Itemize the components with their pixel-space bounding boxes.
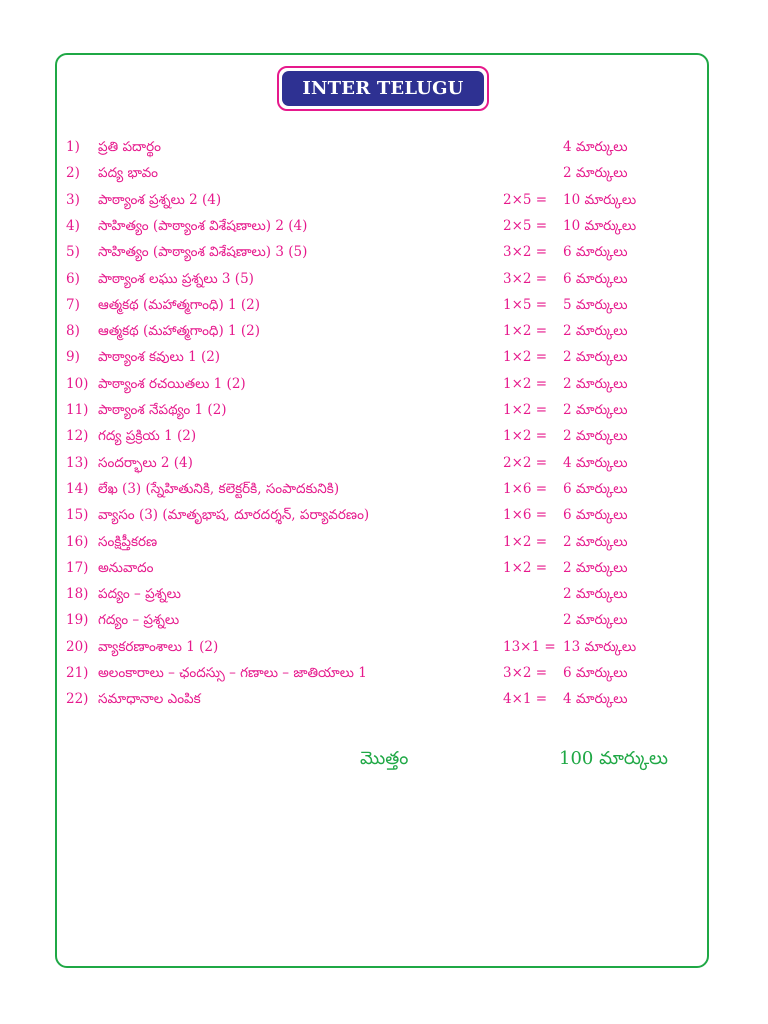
row-marks: 13 మార్కులు bbox=[563, 638, 637, 655]
row-number: 12) bbox=[66, 428, 89, 445]
row-number: 9) bbox=[66, 349, 80, 366]
row-marks: 2 మార్కులు bbox=[563, 323, 628, 340]
row-marks: 2 మార్కులు bbox=[563, 612, 628, 629]
row-number: 7) bbox=[66, 296, 80, 313]
table-row bbox=[66, 190, 666, 210]
row-label: సంక్షిప్తీకరణ bbox=[98, 533, 158, 550]
row-calculation: 2×5 = bbox=[503, 217, 548, 234]
row-calculation: 1×6 = bbox=[503, 507, 548, 524]
row-calculation: 1×2 = bbox=[503, 559, 548, 576]
row-marks: 2 మార్కులు bbox=[563, 349, 628, 366]
table-row bbox=[66, 400, 666, 420]
row-label: సందర్భాలు 2 (4) bbox=[98, 454, 193, 471]
table-row bbox=[66, 453, 666, 473]
row-marks: 6 మార్కులు bbox=[563, 507, 628, 524]
table-row bbox=[66, 242, 666, 262]
row-marks: 2 మార్కులు bbox=[563, 402, 628, 418]
row-number: 5) bbox=[66, 244, 80, 261]
row-number: 8) bbox=[66, 323, 80, 340]
row-number: 1) bbox=[66, 139, 80, 155]
row-marks: 2 మార్కులు bbox=[563, 559, 628, 576]
row-number: 4) bbox=[66, 217, 80, 234]
total-value: 100 మార్కులు bbox=[559, 748, 668, 769]
row-calculation: 3×2 = bbox=[503, 244, 548, 261]
row-marks: 4 మార్కులు bbox=[563, 691, 628, 708]
row-label: ఆత్మకథ (మహాత్మగాంధి) 1 (2) bbox=[98, 296, 261, 313]
row-number: 15) bbox=[66, 507, 89, 524]
table-row bbox=[66, 163, 666, 183]
row-marks: 6 మార్కులు bbox=[563, 665, 628, 681]
row-number: 2) bbox=[66, 165, 80, 182]
row-marks: 5 మార్కులు bbox=[563, 296, 628, 313]
row-marks: 6 మార్కులు bbox=[563, 270, 628, 287]
table-row bbox=[66, 479, 666, 499]
table-row bbox=[66, 637, 666, 657]
row-number: 19) bbox=[66, 612, 89, 629]
row-calculation: 1×5 = bbox=[503, 296, 548, 313]
page-title: INTER TELUGU bbox=[282, 71, 484, 106]
table-row bbox=[66, 558, 666, 578]
table-row bbox=[66, 584, 666, 604]
row-number: 20) bbox=[66, 638, 89, 655]
row-label: సాహిత్యం (పాఠ్యాంశ విశేషణాలు) 2 (4) bbox=[98, 217, 308, 234]
row-marks: 4 మార్కులు bbox=[563, 139, 628, 155]
row-marks: 10 మార్కులు bbox=[563, 217, 637, 234]
row-calculation: 1×6 = bbox=[503, 480, 548, 497]
table-row bbox=[66, 269, 666, 289]
row-calculation: 1×2 = bbox=[503, 402, 548, 418]
row-label: వ్యాకరణాంశాలు 1 (2) bbox=[98, 638, 219, 655]
row-number: 11) bbox=[66, 402, 89, 418]
table-row bbox=[66, 321, 666, 341]
total-label: మొత్తం bbox=[360, 748, 409, 769]
row-label: గద్య ప్రక్రియ 1 (2) bbox=[98, 428, 197, 445]
row-marks: 4 మార్కులు bbox=[563, 454, 628, 471]
row-label: వ్యాసం (3) (మాతృభాష, దూరదర్శన్, పర్యావరణం) bbox=[98, 507, 370, 524]
table-row bbox=[66, 374, 666, 394]
row-label: పాఠ్యాంశ కవులు 1 (2) bbox=[98, 349, 221, 366]
row-calculation: 1×2 = bbox=[503, 323, 548, 340]
row-calculation: 13×1 = bbox=[503, 638, 556, 655]
row-calculation: 3×2 = bbox=[503, 665, 548, 681]
row-number: 21) bbox=[66, 665, 89, 681]
row-number: 18) bbox=[66, 586, 89, 603]
row-marks: 6 మార్కులు bbox=[563, 480, 628, 497]
row-label: గద్యం – ప్రశ్నలు bbox=[98, 612, 180, 629]
table-row bbox=[66, 505, 666, 525]
row-label: సాహిత్యం (పాఠ్యాంశ విశేషణాలు) 3 (5) bbox=[98, 244, 308, 261]
table-row bbox=[66, 532, 666, 552]
row-label: సమాధానాల ఎంపిక bbox=[98, 691, 201, 708]
row-number: 17) bbox=[66, 559, 89, 576]
row-marks: 2 మార్కులు bbox=[563, 428, 628, 445]
row-label: పద్య భావం bbox=[98, 165, 159, 182]
row-number: 3) bbox=[66, 191, 80, 208]
row-calculation: 1×2 = bbox=[503, 428, 548, 445]
row-marks: 2 మార్కులు bbox=[563, 533, 628, 550]
row-calculation: 3×2 = bbox=[503, 270, 548, 287]
row-number: 14) bbox=[66, 480, 89, 497]
row-number: 22) bbox=[66, 691, 89, 708]
row-marks: 2 మార్కులు bbox=[563, 375, 628, 392]
table-row bbox=[66, 347, 666, 367]
row-label: పద్యం – ప్రశ్నలు bbox=[98, 586, 181, 603]
row-calculation: 1×2 = bbox=[503, 349, 548, 366]
row-label: ఆత్మకథ (మహాత్మగాంధి) 1 (2) bbox=[98, 323, 261, 340]
row-marks: 10 మార్కులు bbox=[563, 191, 637, 208]
row-number: 13) bbox=[66, 454, 89, 471]
row-calculation: 1×2 = bbox=[503, 375, 548, 392]
row-label: ప్రతి పదార్థం bbox=[98, 139, 161, 155]
row-label: పాఠ్యాంశ ప్రశ్నలు 2 (4) bbox=[98, 191, 222, 208]
row-calculation: 4×1 = bbox=[503, 691, 548, 708]
table-row bbox=[66, 216, 666, 236]
table-row bbox=[66, 663, 666, 683]
table-row bbox=[66, 295, 666, 315]
row-number: 10) bbox=[66, 375, 89, 392]
row-marks: 2 మార్కులు bbox=[563, 165, 628, 182]
row-calculation: 1×2 = bbox=[503, 533, 548, 550]
row-calculation: 2×2 = bbox=[503, 454, 548, 471]
row-label: అనువాదం bbox=[98, 559, 154, 576]
table-row bbox=[66, 610, 666, 630]
title-box bbox=[277, 66, 489, 111]
table-row bbox=[66, 426, 666, 446]
row-label: పాఠ్యాంశ నేపథ్యం 1 (2) bbox=[98, 402, 227, 418]
table-row bbox=[66, 137, 666, 157]
row-label: అలంకారాలు – ఛందస్సు – గణాలు – జాతియాలు 1 bbox=[98, 665, 367, 681]
row-calculation: 2×5 = bbox=[503, 191, 548, 208]
row-marks: 6 మార్కులు bbox=[563, 244, 628, 261]
row-number: 16) bbox=[66, 533, 89, 550]
row-label: పాఠ్యాంశ రచయితలు 1 (2) bbox=[98, 375, 246, 392]
row-number: 6) bbox=[66, 270, 80, 287]
row-label: లేఖ (3) (స్నేహితునికి, కలెక్టర్‌కి, సంపాదకునికి) bbox=[98, 480, 340, 497]
row-marks: 2 మార్కులు bbox=[563, 586, 628, 603]
table-row bbox=[66, 689, 666, 709]
row-label: పాఠ్యాంశ లఘు ప్రశ్నలు 3 (5) bbox=[98, 270, 254, 287]
